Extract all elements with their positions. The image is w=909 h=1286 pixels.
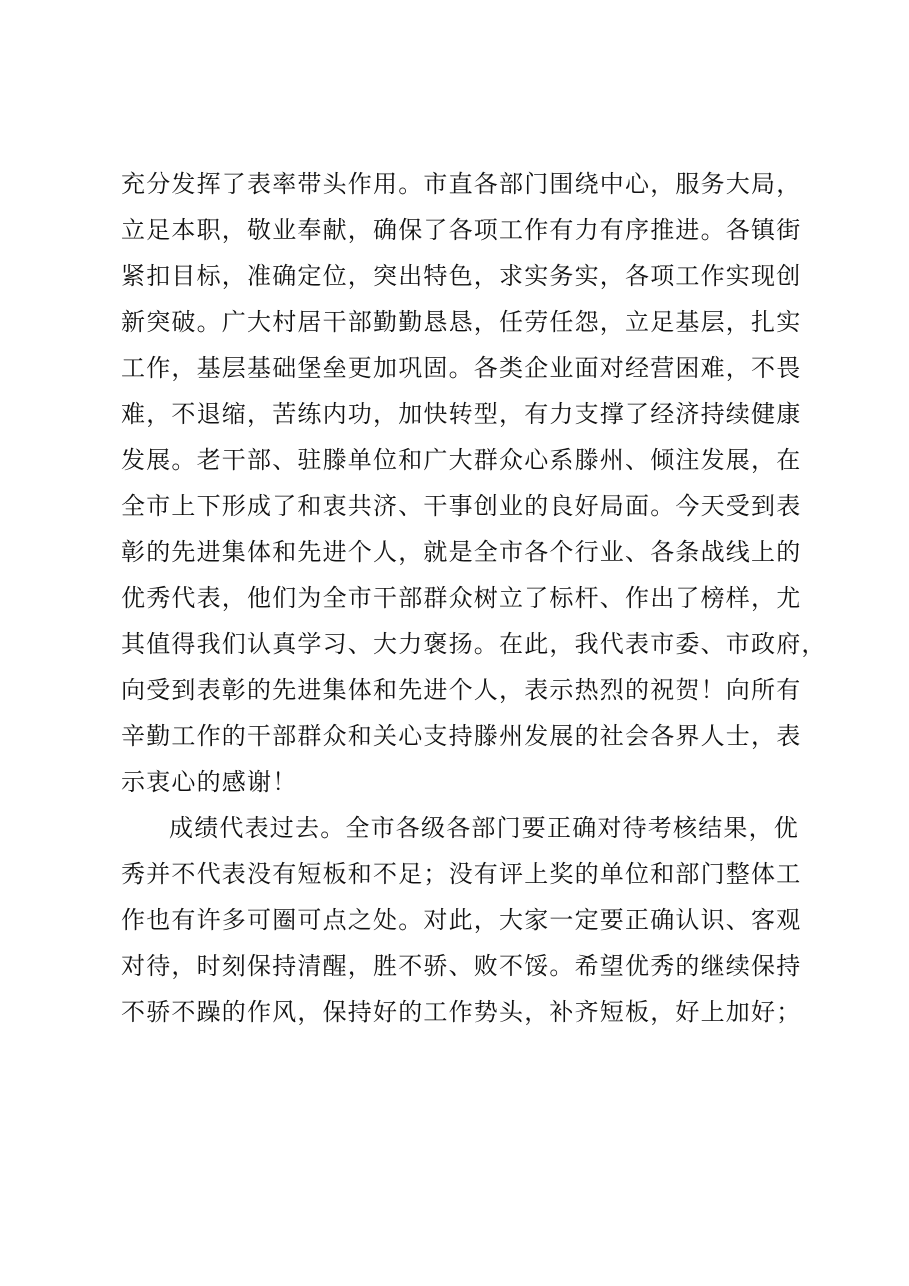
text-line: 秀并不代表没有短板和不足；没有评上奖的单位和部门整体工 xyxy=(121,860,802,888)
text-line: 向受到表彰的先进集体和先进个人，表示热烈的祝贺！向所有 xyxy=(121,676,802,704)
text-line: 其值得我们认真学习、大力褒扬。在此，我代表市委、市政府， xyxy=(121,630,827,658)
text-line: 示衷心的感谢！ xyxy=(121,768,298,796)
text-line: 新突破。广大村居干部勤勤恳恳，任劳任怨，立足基层，扎实 xyxy=(121,308,802,336)
paragraph-1 xyxy=(121,161,827,805)
text-line: 辛勤工作的干部群众和关心支持滕州发展的社会各界人士，表 xyxy=(121,722,802,750)
text-line: 不骄不躁的作风，保持好的工作势头，补齐短板，好上加好； xyxy=(121,998,802,1026)
text-line: 充分发挥了表率带头作用。市直各部门围绕中心，服务大局， xyxy=(121,170,802,198)
text-line: 全市上下形成了和衷共济、干事创业的良好局面。今天受到表 xyxy=(121,492,802,520)
body-text xyxy=(121,161,827,1035)
text-line: 对待，时刻保持清醒，胜不骄、败不馁。希望优秀的继续保持 xyxy=(121,952,802,980)
text-line: 优秀代表，他们为全市干部群众树立了标杆、作出了榜样，尤 xyxy=(121,584,802,612)
text-line: 工作，基层基础堡垒更加巩固。各类企业面对经营困难，不畏 xyxy=(121,354,802,382)
text-line: 发展。老干部、驻滕单位和广大群众心系滕州、倾注发展，在 xyxy=(121,446,802,474)
text-line: 紧扣目标，准确定位，突出特色，求实务实，各项工作实现创 xyxy=(121,262,802,290)
text-line: 作也有许多可圈可点之处。对此，大家一定要正确认识、客观 xyxy=(121,906,802,934)
text-line: 彰的先进集体和先进个人，就是全市各个行业、各条战线上的 xyxy=(121,538,802,566)
text-line-indented: 成绩代表过去。全市各级各部门要正确对待考核结果，优 xyxy=(169,814,799,842)
text-line: 难，不退缩，苦练内功，加快转型，有力支撑了经济持续健康 xyxy=(121,400,802,428)
text-line: 立足本职，敬业奉献，确保了各项工作有力有序推进。各镇街 xyxy=(121,216,802,244)
paragraph-2 xyxy=(121,805,801,1035)
